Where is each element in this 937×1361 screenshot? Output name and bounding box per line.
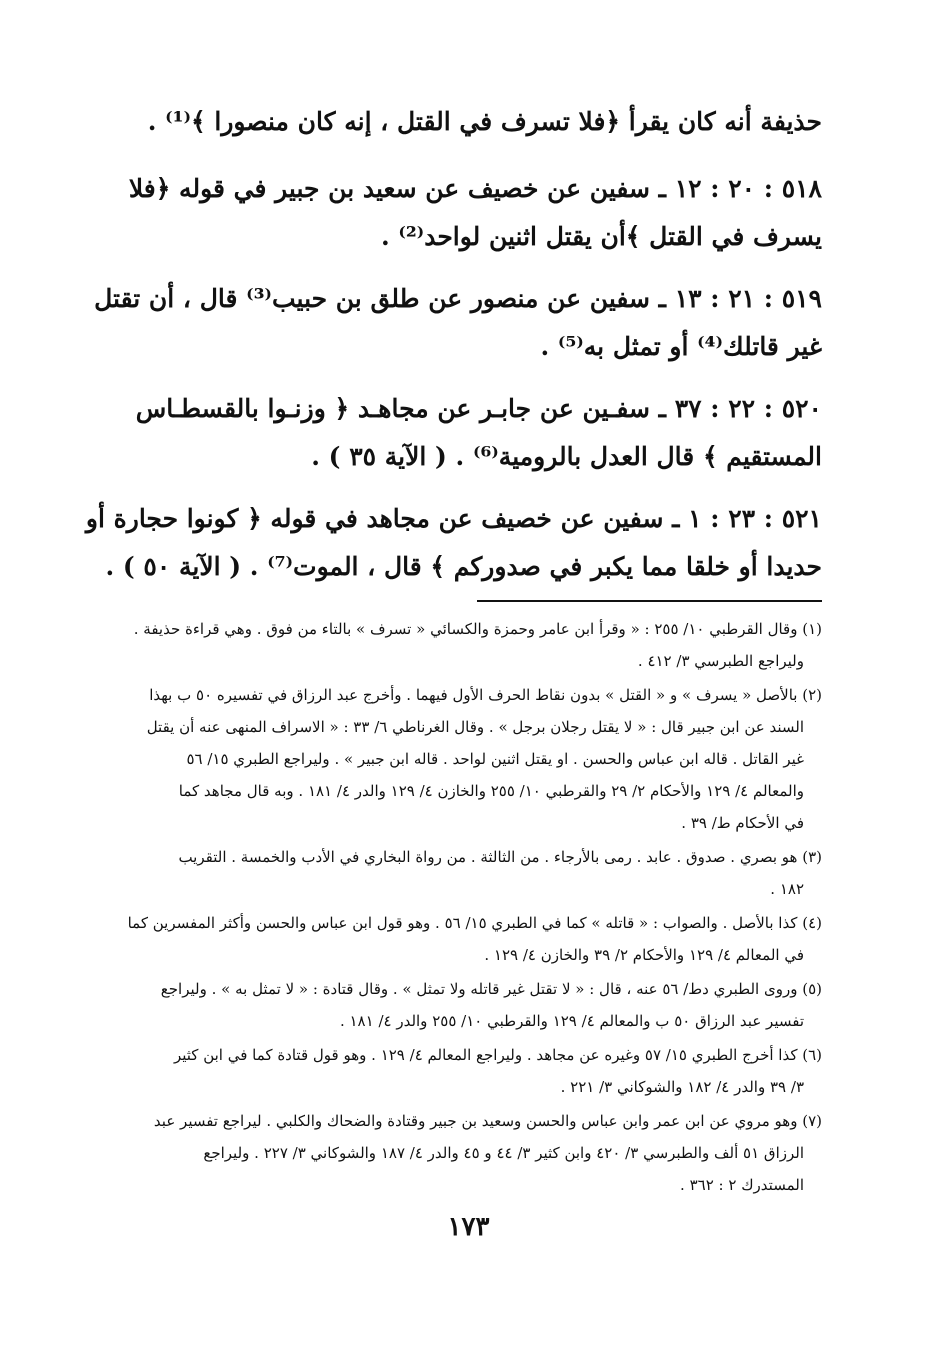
footnote-line: وليراجع الطبرسي ٣/ ٤١٢ . [637, 652, 804, 670]
text-line: ٥٢١ : ٢٣ : ١ ـ سفين عن خصيف عن مجاهد في قوله ﴿ كونوا حجارة أو [85, 504, 822, 533]
text-line: حذيفة أنه كان يقرأ ﴿فلا تسرف في القتل ، إنه كان منصورا ﴾⁽¹⁾ . [147, 107, 822, 136]
paragraph-519 [94, 275, 822, 371]
footnote-line: والمعالم ٤/ ١٢٩ والأحكام ٢/ ٢٩ والقرطبي ١٠/ ٢٥٥ والخازن ٤/ ١٢٩ والدر ٤/ ١٨١ . وبه قال مجاهد كما [178, 782, 804, 800]
footnote-line: (٥) وروى الطبري دط/ ٥٦ عنه ، قال : « لا تقتل غير قاتله ولا تمثل » . وقال قتادة : « لا تمثل به » . وليراجع [160, 980, 822, 998]
footnote-line: (١) وقال القرطبي ١٠/ ٢٥٥ : « وقرأ ابن عامر وحمزة والكسائي « تسرف » بالتاء من فوق . وهي قراءة حذيفة . [133, 620, 822, 638]
text-line: غير قاتلك⁽⁴⁾ أو تمثل به⁽⁵⁾ . [540, 332, 822, 361]
footnote-line: (٣) هو بصري . صدوق . عابد . رمى بالأرجاء . من الثالثة . من رواة البخاري في الأدب والخمسة . التقريب [178, 848, 822, 866]
footnote-5 [135, 973, 822, 1037]
footnote-line: الرزاق ٥١ ألف والطبرسي ٣/ ٤٢٠ وابن كثير ٣/ ٤٤ و ٤٥ والدر ٤/ ١٨٧ والشوكاني ٣/ ٢٢٧ . وليراجع [203, 1144, 804, 1162]
footnote-3 [135, 841, 822, 905]
footnote-line: ١٨٢ . [770, 880, 804, 898]
footnote-2 [135, 679, 822, 839]
footnote-line: السند عن ابن جبير قال : « لا يقتل رجلان برجل » . وقال الغرناطي ٦/ ٣٣ : « الاسراف المنهى عنه أن يقتل [146, 718, 804, 736]
footnote-divider [477, 600, 822, 602]
footnote-line: ٣/ ٣٩ والدر ٤/ ١٨٢ والشوكاني ٣/ ٢٢١ . [560, 1078, 804, 1096]
text-line: ٥١٩ : ٢١ : ١٣ ـ سفين عن منصور عن طلق بن حبيب⁽³⁾ قال ، أن تقتل [94, 284, 822, 313]
footnote-line: في الأحكام ط/ ٣٩ . [681, 814, 804, 832]
paragraph-521 [85, 495, 822, 591]
text-line: ٥١٨ : ٢٠ : ١٢ ـ سفين عن خصيف عن سعيد بن جبير في قوله ﴿فلا [128, 174, 822, 203]
paragraph-518 [128, 165, 822, 261]
footnote-1 [135, 613, 822, 677]
footnote-line: في المعالم ٤/ ١٢٩ والأحكام ٢/ ٣٩ والخازن ٤/ ١٢٩ . [484, 946, 804, 964]
text-line: المستقيم ﴾ قال العدل بالرومية⁽⁶⁾ . ( الآية ٣٥ ) . [311, 442, 822, 471]
footnote-4 [127, 907, 822, 971]
text-line: حديدا أو خلقا مما يكبر في صدوركم ﴾ قال ، الموت⁽⁷⁾ . ( الآية ٥٠ ) . [105, 552, 822, 581]
paragraph-520 [135, 385, 822, 481]
footnote-line: تفسير عبد الرزاق ٥٠ ب والمعالم ٤/ ١٢٩ والقرطبي ١٠/ ٢٥٥ والدر ٤/ ١٨١ . [339, 1012, 804, 1030]
text-line: ٥٢٠ : ٢٢ : ٣٧ ـ سفـين عن جابـر عن مجاهـد ﴿ وزنـوا بالقسطـاس [135, 394, 822, 423]
footnote-line: غير القاتل . قاله ابن عباس والحسن . او يقتل اثنين لواحد . قاله ابن جبير » . وليراجع الطبري ١٥/ ٥٦ [186, 750, 804, 768]
footnote-line: (٧) وهو مروي عن ابن عمر وابن عباس والحسن وسعيد بن جبير وقتادة والضحاك والكلبي . ليراجع تفسير عبد [153, 1112, 822, 1130]
footnote-line: (٢) بالأصل « يسرف » و « القتل » بدون نقاط الحرف الأول فيهما . وأخرج عبد الرزاق في تفسيره ٥٠ ب بهذا [149, 686, 822, 704]
footnote-line: (٤) كذا بالأصل . والصواب : « قاتله » كما في الطبري ١٥/ ٥٦ . وهو قول ابن عباس والحسن وأكثر المفسرين كما [127, 914, 822, 932]
footnote-line: (٦) كذا أخرج الطبري ١٥/ ٥٧ وغيره عن مجاهد . وليراجع المعالم ٤/ ١٢٩ . وهو قول قتادة كما في ابن كثير [173, 1046, 822, 1064]
text-line: يسرف في القتل ﴾أن يقتل اثنين لواحد⁽²⁾ . [380, 222, 822, 251]
footnote-6 [135, 1039, 822, 1103]
footnotes [127, 613, 822, 1203]
page-number: ١٧٣ [447, 1212, 490, 1242]
footnote-line: المستدرك ٢ : ٣٦٢ . [680, 1176, 804, 1194]
footnote-7 [135, 1105, 822, 1201]
paragraph-continuation [135, 98, 822, 146]
